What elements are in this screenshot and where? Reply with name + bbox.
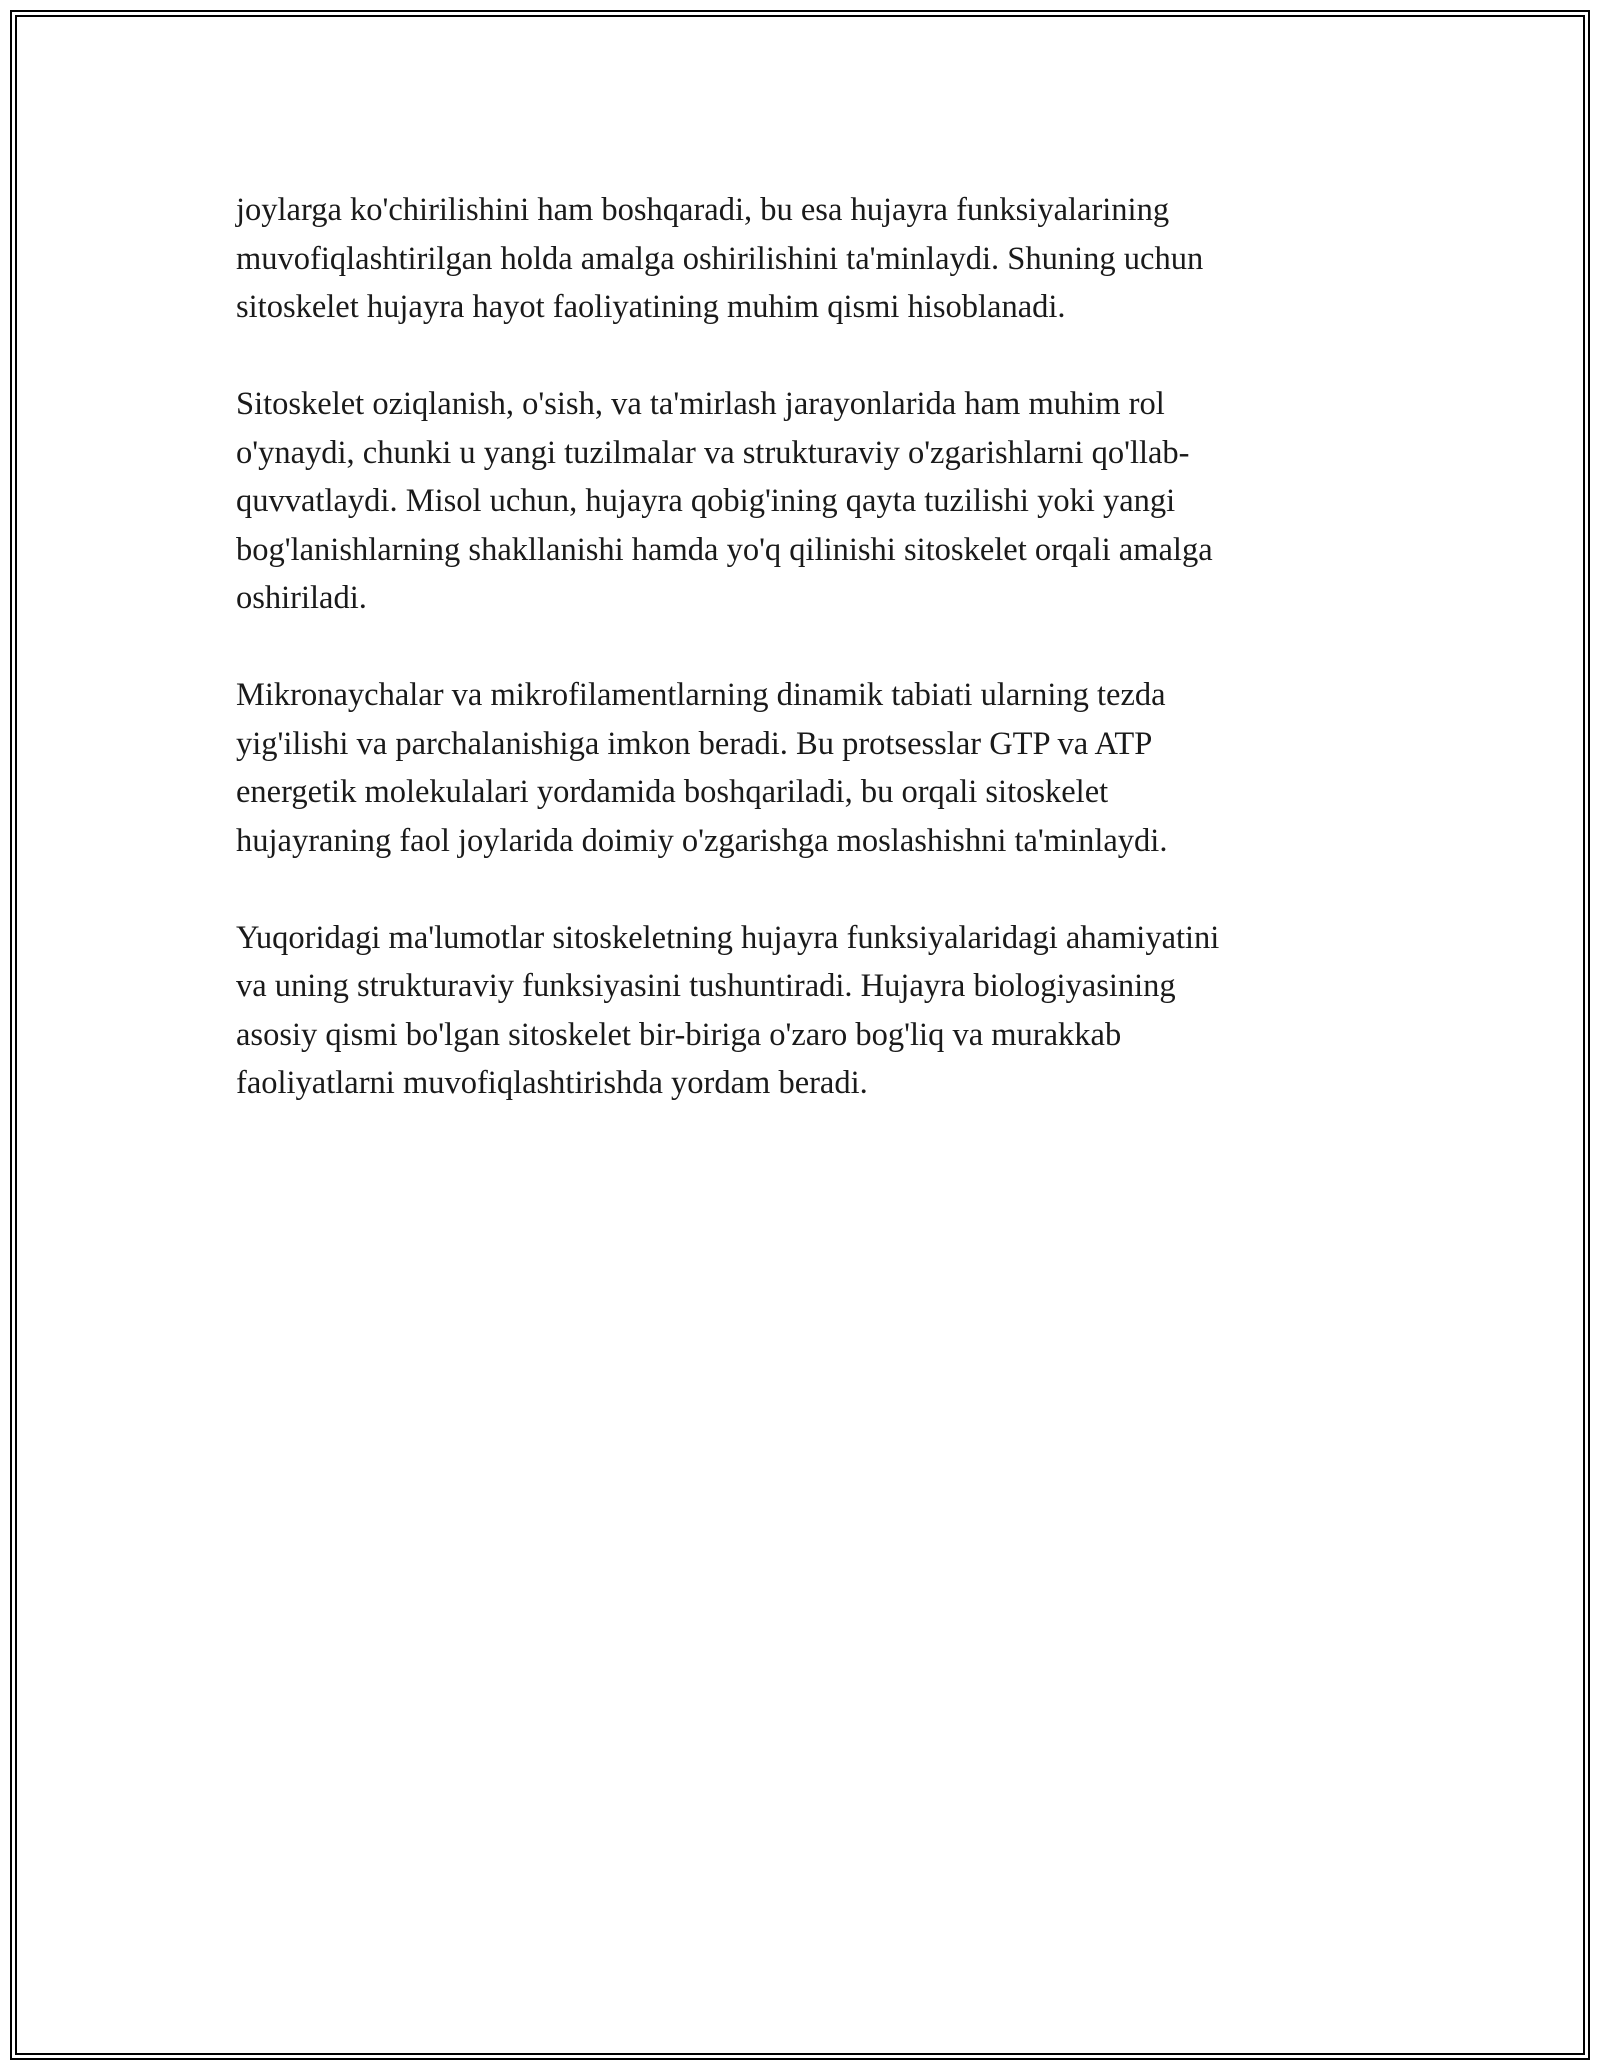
paragraph-3: Mikronaychalar va mikrofilamentlarning dinamik tabiati ularning tezda yig'ilishi va parchalanishiga imkon beradi. Bu protsesslar GTP va ATP energetik molekulalari yordamida boshqariladi, bu orqali sitoskelet hujayraning faol joylarida doimiy o'zgarishga moslashishni ta'minlaydi. — [236, 677, 1168, 859]
paragraph-2: Sitoskelet oziqlanish, o'sish, va ta'mirlash jarayonlarida ham muhim rol o'ynaydi, chunki u yangi tuzilmalar va strukturaviy o'zgarishlarni qo'llab- quvvatlaydi. Misol uchun, hujayra qobig'ining qayta tuzilishi yoki yangi bog'lanishlarning shakllanishi hamda yo'q qilinishi sitoskelet orqali amalga oshiriladi. — [236, 386, 1213, 616]
paragraph-4: Yuqoridagi ma'lumotlar sitoskeletning hujayra funksiyalaridagi ahamiyatini va uning strukturaviy funksiyasini tushuntiradi. Hujayra biologiyasining asosiy qismi bo'lgan sitoskelet bir-biriga o'zaro bog'liq va murakkab faoliyatlarni muvofiqlashtirishda yordam beradi. — [236, 919, 1220, 1101]
paragraph-1: joylarga ko'chirilishini ham boshqaradi, bu esa hujayra funksiyalarining muvofiqlashtirilgan holda amalga oshirilishini ta'minlaydi. Shuning uchun sitoskelet hujayra hayot faoliyatining muhim qismi hisoblanadi. — [236, 192, 1204, 325]
page-content — [236, 186, 1366, 1156]
